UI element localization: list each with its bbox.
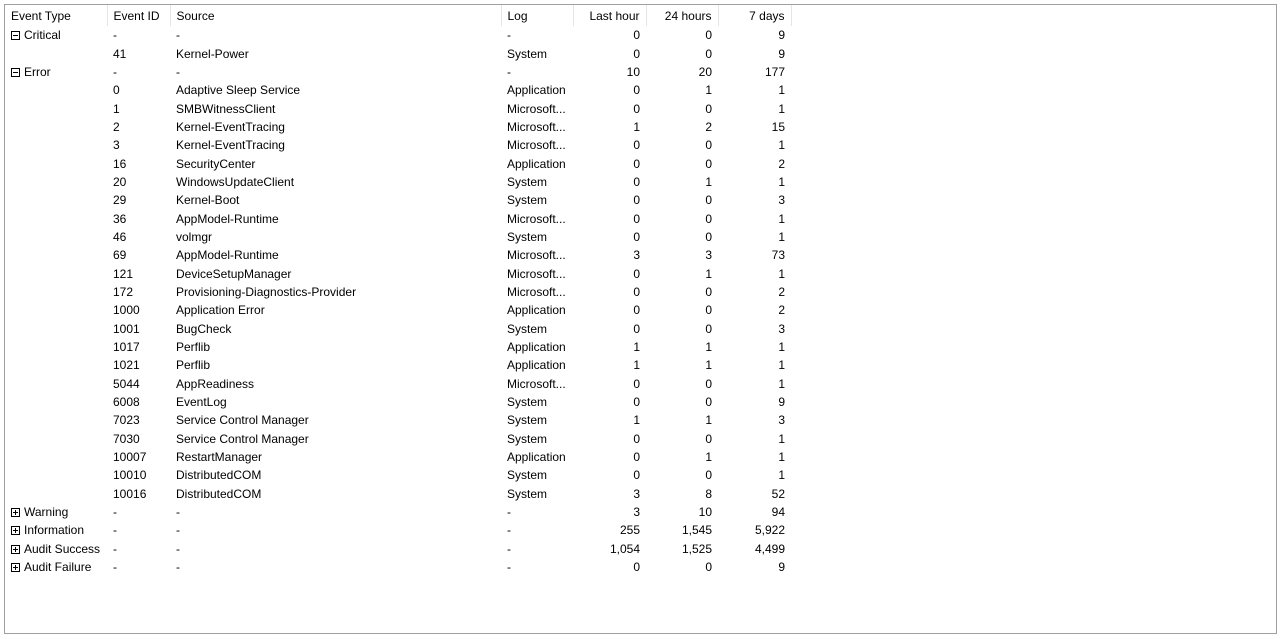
cell-7-days: 1 — [778, 431, 785, 446]
cell-log: - — [507, 28, 511, 43]
cell-last-hour: 3 — [633, 248, 640, 263]
table-row[interactable] — [5, 99, 791, 117]
cell-event-type — [5, 136, 107, 154]
table-row[interactable] — [5, 301, 791, 319]
cell-source: Kernel-Boot — [176, 193, 240, 208]
cell-7-days: 9 — [778, 560, 785, 575]
cell-7-days: 1 — [778, 174, 785, 189]
cell-7-days: 1 — [778, 138, 785, 153]
cell-event-type — [5, 283, 107, 301]
cell-event-id: - — [113, 64, 117, 79]
cell-last-hour: 0 — [633, 83, 640, 98]
events-summary-table — [5, 5, 792, 576]
cell-24-hours: 10 — [698, 505, 712, 520]
cell-event-type — [5, 338, 107, 356]
cell-24-hours: 0 — [705, 560, 712, 575]
cell-7-days: 94 — [771, 505, 785, 520]
cell-log: Microsoft... — [507, 119, 566, 134]
cell-24-hours: 0 — [705, 284, 712, 299]
cell-source: WindowsUpdateClient — [176, 174, 295, 189]
cell-source: SecurityCenter — [176, 156, 256, 171]
cell-log: System — [507, 468, 548, 483]
cell-log: Application — [507, 450, 566, 465]
cell-last-hour: 0 — [633, 321, 640, 336]
cell-event-type — [5, 485, 107, 503]
cell-event-type — [5, 63, 107, 81]
cell-last-hour: 0 — [633, 156, 640, 171]
cell-source: DistributedCOM — [176, 468, 262, 483]
cell-source: - — [176, 541, 180, 556]
cell-source: AppModel-Runtime — [176, 211, 279, 226]
cell-7-days: 1 — [778, 229, 785, 244]
cell-log: System — [507, 321, 548, 336]
table-row[interactable] — [5, 173, 791, 191]
cell-last-hour: 0 — [633, 450, 640, 465]
cell-7-days: 1 — [778, 376, 785, 391]
column-header-event-type[interactable]: Event Type — [5, 5, 107, 26]
table-row[interactable] — [5, 411, 791, 429]
cell-log: System — [507, 431, 548, 446]
cell-last-hour: 0 — [633, 266, 640, 281]
cell-24-hours: 0 — [705, 193, 712, 208]
cell-event-type — [5, 558, 107, 576]
cell-event-type — [5, 26, 107, 44]
cell-24-hours: 0 — [705, 395, 712, 410]
cell-source: SMBWitnessClient — [176, 101, 276, 116]
cell-log: - — [507, 523, 511, 538]
cell-source: DistributedCOM — [176, 486, 262, 501]
cell-24-hours: 1 — [705, 358, 712, 373]
cell-7-days: 9 — [778, 28, 785, 43]
table-row[interactable] — [5, 264, 791, 282]
column-header-last-hour[interactable]: Last hour — [573, 5, 646, 26]
cell-last-hour: 10 — [626, 64, 640, 79]
cell-log: Application — [507, 303, 566, 318]
cell-source: EventLog — [176, 395, 227, 410]
column-header-7-days[interactable]: 7 days — [718, 5, 791, 26]
table-row[interactable] — [5, 448, 791, 466]
event-type-label: Audit Failure — [24, 560, 92, 575]
event-type-label: Information — [24, 523, 85, 538]
cell-event-type — [5, 375, 107, 393]
table-row[interactable] — [5, 81, 791, 99]
cell-last-hour: 1 — [633, 413, 640, 428]
cell-event-type — [5, 191, 107, 209]
cell-last-hour: 3 — [633, 505, 640, 520]
cell-24-hours: 1 — [705, 174, 712, 189]
cell-event-id: 7023 — [113, 413, 140, 428]
cell-event-type — [5, 301, 107, 319]
cell-24-hours: 0 — [705, 376, 712, 391]
cell-last-hour: 0 — [633, 101, 640, 116]
cell-last-hour: 0 — [633, 211, 640, 226]
column-header-source[interactable]: Source — [170, 5, 501, 26]
cell-source: Kernel-Power — [176, 46, 249, 61]
cell-last-hour: 0 — [633, 229, 640, 244]
cell-source: BugCheck — [176, 321, 232, 336]
cell-source: Perflib — [176, 340, 211, 355]
cell-24-hours: 1 — [705, 266, 712, 281]
cell-log: Microsoft... — [507, 284, 566, 299]
cell-7-days: 9 — [778, 395, 785, 410]
cell-event-type — [5, 209, 107, 227]
column-header-24-hours[interactable]: 24 hours — [646, 5, 718, 26]
cell-event-id: 36 — [113, 211, 127, 226]
cell-source: Service Control Manager — [176, 413, 309, 428]
cell-7-days: 3 — [778, 413, 785, 428]
table-row[interactable] — [5, 246, 791, 264]
cell-event-type — [5, 393, 107, 411]
cell-7-days: 2 — [778, 303, 785, 318]
event-type-label: Error — [24, 64, 51, 79]
cell-log: Microsoft... — [507, 266, 566, 281]
cell-24-hours: 2 — [705, 119, 712, 134]
table-row[interactable] — [5, 228, 791, 246]
table-row[interactable] — [5, 136, 791, 154]
cell-last-hour: 0 — [633, 395, 640, 410]
cell-event-type — [5, 228, 107, 246]
cell-event-type — [5, 466, 107, 484]
cell-log: Application — [507, 83, 566, 98]
collapse-minus-icon[interactable] — [11, 68, 20, 77]
table-row[interactable] — [5, 283, 791, 301]
cell-event-type — [5, 430, 107, 448]
cell-event-type — [5, 154, 107, 172]
table-row[interactable] — [5, 209, 791, 227]
cell-source: Kernel-EventTracing — [176, 138, 285, 153]
table-row[interactable] — [5, 356, 791, 374]
cell-24-hours: 0 — [705, 321, 712, 336]
cell-event-id: 46 — [113, 229, 127, 244]
cell-7-days: 1 — [778, 358, 785, 373]
cell-event-type — [5, 81, 107, 99]
cell-7-days: 1 — [778, 450, 785, 465]
cell-last-hour: 1,054 — [609, 541, 640, 556]
cell-source: Application Error — [176, 303, 265, 318]
header-row — [5, 5, 791, 26]
cell-source: Adaptive Sleep Service — [176, 83, 301, 98]
cell-24-hours: 1 — [705, 450, 712, 465]
table-row[interactable] — [5, 430, 791, 448]
cell-7-days: 1 — [778, 340, 785, 355]
cell-event-type — [5, 44, 107, 62]
cell-event-id: 20 — [113, 174, 127, 189]
cell-7-days: 1 — [778, 211, 785, 226]
cell-24-hours: 1,525 — [681, 541, 712, 556]
cell-event-id: 172 — [113, 284, 134, 299]
cell-7-days: 52 — [771, 486, 785, 501]
cell-last-hour: 255 — [619, 523, 640, 538]
cell-last-hour: 0 — [633, 303, 640, 318]
cell-log: - — [507, 541, 511, 556]
cell-source: - — [176, 64, 180, 79]
cell-event-id: - — [113, 541, 117, 556]
expand-plus-icon[interactable] — [11, 563, 20, 572]
events-summary-panel — [4, 4, 1277, 634]
cell-event-type — [5, 503, 107, 521]
cell-7-days: 2 — [778, 284, 785, 299]
cell-source: Service Control Manager — [176, 431, 309, 446]
cell-log: Microsoft... — [507, 101, 566, 116]
cell-24-hours: 0 — [705, 138, 712, 153]
cell-source: AppReadiness — [176, 376, 255, 391]
group-row[interactable] — [5, 540, 791, 558]
cell-event-id: 3 — [113, 138, 120, 153]
cell-source: - — [176, 28, 180, 43]
cell-event-id: 10010 — [113, 468, 147, 483]
cell-event-id: 1021 — [113, 358, 140, 373]
cell-7-days: 177 — [764, 64, 785, 79]
table-row[interactable] — [5, 118, 791, 136]
event-type-label: Critical — [24, 28, 61, 43]
cell-event-id: 1 — [113, 101, 120, 116]
group-row[interactable] — [5, 26, 791, 44]
cell-last-hour: 0 — [633, 284, 640, 299]
cell-last-hour: 0 — [633, 468, 640, 483]
cell-event-type — [5, 356, 107, 374]
expand-plus-icon[interactable] — [11, 526, 20, 535]
cell-source: RestartManager — [176, 450, 263, 465]
cell-log: System — [507, 46, 548, 61]
cell-log: System — [507, 193, 548, 208]
cell-event-id: - — [113, 523, 117, 538]
cell-log: System — [507, 413, 548, 428]
cell-24-hours: 0 — [705, 28, 712, 43]
cell-7-days: 15 — [771, 119, 785, 134]
cell-7-days: 3 — [778, 321, 785, 336]
cell-event-type — [5, 99, 107, 117]
cell-7-days: 4,499 — [754, 541, 785, 556]
group-row[interactable] — [5, 503, 791, 521]
cell-event-type — [5, 411, 107, 429]
table-row[interactable] — [5, 44, 791, 62]
cell-event-id: 1000 — [113, 303, 140, 318]
cell-last-hour: 0 — [633, 193, 640, 208]
cell-24-hours: 0 — [705, 468, 712, 483]
cell-event-id: 10007 — [113, 450, 147, 465]
cell-source: DeviceSetupManager — [176, 266, 292, 281]
cell-24-hours: 0 — [705, 211, 712, 226]
cell-7-days: 9 — [778, 46, 785, 61]
cell-last-hour: 0 — [633, 431, 640, 446]
cell-event-id: 1017 — [113, 340, 140, 355]
cell-24-hours: 3 — [705, 248, 712, 263]
cell-event-type — [5, 173, 107, 191]
cell-24-hours: 0 — [705, 156, 712, 171]
cell-event-type — [5, 264, 107, 282]
cell-event-id: 16 — [113, 156, 127, 171]
cell-log: Microsoft... — [507, 376, 566, 391]
table-row[interactable] — [5, 485, 791, 503]
cell-log: - — [507, 64, 511, 79]
cell-last-hour: 3 — [633, 486, 640, 501]
cell-24-hours: 1 — [705, 413, 712, 428]
table-row[interactable] — [5, 154, 791, 172]
cell-event-id: 121 — [113, 266, 134, 281]
cell-7-days: 5,922 — [754, 523, 785, 538]
cell-log: Application — [507, 358, 566, 373]
cell-24-hours: 1 — [705, 340, 712, 355]
cell-event-id: 2 — [113, 119, 120, 134]
cell-log: - — [507, 560, 511, 575]
cell-event-id: 41 — [113, 46, 127, 61]
cell-log: System — [507, 486, 548, 501]
cell-log: System — [507, 174, 548, 189]
cell-24-hours: 0 — [705, 101, 712, 116]
cell-source: - — [176, 560, 180, 575]
cell-event-id: - — [113, 28, 117, 43]
cell-last-hour: 1 — [633, 119, 640, 134]
cell-source: - — [176, 505, 180, 520]
cell-7-days: 1 — [778, 266, 785, 281]
cell-24-hours: 0 — [705, 229, 712, 244]
group-row[interactable] — [5, 521, 791, 539]
cell-last-hour: 0 — [633, 560, 640, 575]
cell-event-id: - — [113, 560, 117, 575]
table-row[interactable] — [5, 320, 791, 338]
cell-last-hour: 0 — [633, 138, 640, 153]
cell-log: Microsoft... — [507, 138, 566, 153]
cell-log: - — [507, 505, 511, 520]
cell-event-id: 29 — [113, 193, 127, 208]
cell-event-type — [5, 246, 107, 264]
cell-7-days: 73 — [771, 248, 785, 263]
table-row[interactable] — [5, 393, 791, 411]
cell-log: Microsoft... — [507, 248, 566, 263]
cell-last-hour: 1 — [633, 340, 640, 355]
cell-log: System — [507, 229, 548, 244]
cell-24-hours: 1 — [705, 83, 712, 98]
cell-event-type — [5, 521, 107, 539]
cell-log: System — [507, 395, 548, 410]
cell-7-days: 2 — [778, 156, 785, 171]
table-row[interactable] — [5, 191, 791, 209]
cell-7-days: 3 — [778, 193, 785, 208]
cell-7-days: 1 — [778, 101, 785, 116]
cell-event-id: - — [113, 505, 117, 520]
cell-event-id: 10016 — [113, 486, 147, 501]
cell-source: - — [176, 523, 180, 538]
cell-event-id: 5044 — [113, 376, 140, 391]
cell-24-hours: 1,545 — [681, 523, 712, 538]
cell-log: Microsoft... — [507, 211, 566, 226]
cell-event-type — [5, 320, 107, 338]
cell-source: volmgr — [176, 229, 213, 244]
expand-plus-icon[interactable] — [11, 545, 20, 554]
expand-plus-icon[interactable] — [11, 508, 20, 517]
cell-source: Provisioning-Diagnostics-Provider — [176, 284, 357, 299]
cell-log: Application — [507, 156, 566, 171]
event-type-label: Audit Success — [24, 541, 101, 556]
column-header-event-id[interactable]: Event ID — [107, 5, 170, 26]
table-row[interactable] — [5, 466, 791, 484]
cell-last-hour: 0 — [633, 174, 640, 189]
cell-event-id: 7030 — [113, 431, 140, 446]
cell-event-type — [5, 448, 107, 466]
cell-24-hours: 20 — [698, 64, 712, 79]
cell-last-hour: 0 — [633, 46, 640, 61]
cell-log: Application — [507, 340, 566, 355]
table-row[interactable] — [5, 338, 791, 356]
cell-last-hour: 1 — [633, 358, 640, 373]
table-row[interactable] — [5, 375, 791, 393]
cell-24-hours: 0 — [705, 303, 712, 318]
cell-24-hours: 0 — [705, 46, 712, 61]
cell-24-hours: 0 — [705, 431, 712, 446]
group-row[interactable] — [5, 558, 791, 576]
group-row[interactable] — [5, 63, 791, 81]
cell-source: Perflib — [176, 358, 211, 373]
cell-7-days: 1 — [778, 83, 785, 98]
cell-source: Kernel-EventTracing — [176, 119, 285, 134]
cell-24-hours: 8 — [705, 486, 712, 501]
column-header-log[interactable]: Log — [501, 5, 573, 26]
cell-source: AppModel-Runtime — [176, 248, 279, 263]
cell-7-days: 1 — [778, 468, 785, 483]
cell-event-type — [5, 118, 107, 136]
cell-event-id: 0 — [113, 83, 120, 98]
cell-last-hour: 0 — [633, 28, 640, 43]
cell-last-hour: 0 — [633, 376, 640, 391]
cell-event-id: 6008 — [113, 395, 140, 410]
collapse-minus-icon[interactable] — [11, 31, 20, 40]
cell-event-id: 1001 — [113, 321, 140, 336]
cell-event-type — [5, 540, 107, 558]
cell-event-id: 69 — [113, 248, 127, 263]
event-type-label: Warning — [24, 505, 69, 520]
